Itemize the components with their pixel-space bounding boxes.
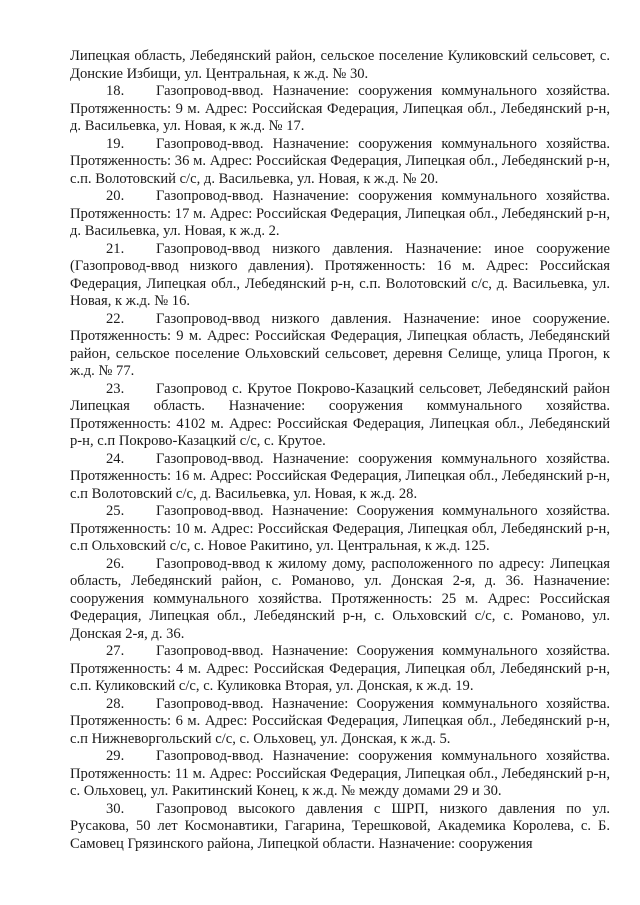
item-number: 26. [106,555,125,572]
item-text: Газопровод-ввод. Назначение: сооружения коммунального хозяйства. Протяженность: 9 м. Адрес: Российская Федерация, Липецкая обл., Лебедянский р-н, д. Васильевка, ул. Новая, к ж.д. № 17. [70,83,610,134]
list-item [70,748,610,801]
item-number: 30. [106,800,125,817]
item-number: 20. [106,188,125,204]
item-text: Газопровод-ввод к жилому дому, расположенного по адресу: Липецкая область, Лебедянский район, с. Романово, ул. Донская 2-я, д. 36. Назначение: сооружения коммунального хозяйства. Протяженность: 25 м. Адрес: Российская Федерация, Липецкая обл., Лебедянский р-н, с. Ольховский с/с, с. Романово, ул. Донская 2-я, д. 36. [70,555,610,642]
item-number: 24. [106,450,125,467]
list-item [70,381,610,451]
item-number: 22. [106,310,125,327]
document-page [70,48,610,853]
list-item [70,311,610,381]
list-item [70,136,610,189]
item-number: 29. [106,748,125,764]
list-item [70,503,610,556]
item-text: Газопровод-ввод. Назначение: сооружения коммунального хозяйства. Протяженность: 36 м. Адрес: Российская Федерация, Липецкая обл., Лебедянский р-н, с.п. Волотовский с/с, д. Васильевка, ул. Новая, к ж.д. № 20. [70,135,610,187]
item-text: Газопровод-ввод низкого давления. Назначение: иное сооружение (Газопровод-ввод низкого давления). Протяженность: 16 м. Адрес: Российская Федерация, Липецкая обл., Лебедянский р-н, с.п. Волотовский с/с, д. Васильевка, ул. Новая, к ж.д. № 16. [70,240,610,309]
item-number: 18. [106,83,125,99]
item-text: Газопровод-ввод. Назначение: сооружения коммунального хозяйства. Протяженность: 17 м. Адрес: Российская Федерация, Липецкая обл., Лебедянский р-н, д. Васильевка, ул. Новая, к ж.д. 2. [70,188,610,239]
list-item [70,643,610,696]
item-text: Газопровод-ввод низкого давления. Назначение: иное сооружение. Протяженность: 9 м. Адрес: Российская Федерация, Липецкая область, Лебедянский район, сельское поселение Ольховский сельсовет, деревня Селище, улица Прогон, к ж.д. № 77. [70,310,610,379]
item-text: Газопровод-ввод. Назначение: Сооружения коммунального хозяйства. Протяженность: 4 м. Адрес: Российская Федерация, Липецкая обл, Лебедянский р-н, с.п. Куликовский с/с, с. Куликовка Вторая, ул. Донская, к ж.д. 19. [70,643,610,694]
list-item [70,241,610,311]
list-item [70,801,610,854]
list-item [70,188,610,241]
item-text: Газопровод-ввод. Назначение: сооружения коммунального хозяйства. Протяженность: 16 м. Адрес: Российская Федерация, Липецкая обл., Лебедянский р-н, с.п Волотовский с/с, д. Васильевка, ул. Новая, к ж.д. 28. [70,450,610,502]
item-text: Газопровод-ввод. Назначение: Сооружения коммунального хозяйства. Протяженность: 6 м. Адрес: Российская Федерация, Липецкая обл., Лебедянский р-н, с.п Нижневоргольский с/с, с. Ольховец, ул. Донская, к ж.д. 5. [70,695,610,747]
item-number: 28. [106,695,125,712]
item-text: Газопровод-ввод. Назначение: Сооружения коммунального хозяйства. Протяженность: 10 м. Адрес: Российская Федерация, Липецкая обл, Лебедянский р-н, с.п Ольховский с/с, с. Новое Ракитино, ул. Центральная, к ж.д. 125. [70,503,610,554]
item-text: Газопровод с. Крутое Покрово-Казацкий сельсовет, Лебедянский район Липецкая область. Назначение: сооружения коммунального хозяйства. Протяженность: 4102 м. Адрес: Российская Федерация, Липецкая обл., Лебедянский р-н, с.п Покрово-Казацкий с/с, с. Крутое. [70,380,610,449]
list-item [70,556,610,644]
list-item [70,451,610,504]
item-text: Газопровод-ввод. Назначение: сооружения коммунального хозяйства. Протяженность: 11 м. Адрес: Российская Федерация, Липецкая обл., Лебедянский р-н, с. Ольховец, ул. Ракитинский Конец, к ж.д. № между домами 29 и 30. [70,748,610,799]
item-number: 25. [106,503,125,519]
item-number: 23. [106,380,125,397]
item-number: 21. [106,240,125,257]
item-text: Газопровод высокого давления с ШРП, низкого давления по ул. Русакова, 50 лет Космонавтики, Гагарина, Терешковой, Академика Королева, с. Б. Самовец Грязинского района, Липецкой области. Назначение: сооружения [70,800,610,852]
continuation-paragraph: Липецкая область, Лебедянский район, сельское поселение Куликовский сельсовет, с. Донские Избищи, ул. Центральная, к ж.д. № 30. [70,48,610,82]
item-number: 27. [106,643,125,659]
list-item [70,696,610,749]
item-number: 19. [106,135,125,152]
list-item [70,83,610,136]
